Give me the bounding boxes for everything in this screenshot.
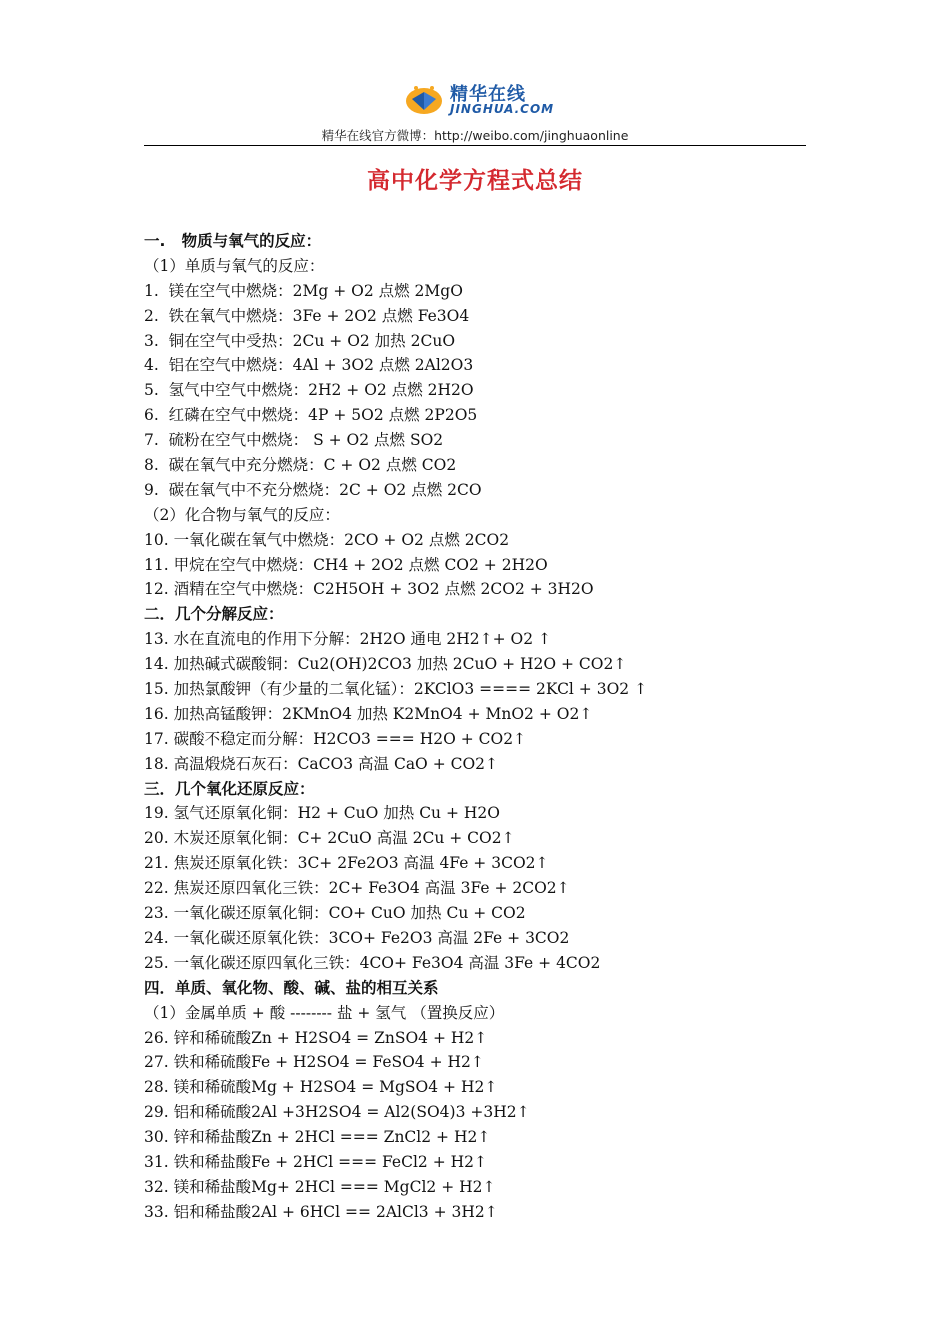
subsection-heading: （1）单质与氧气的反应： (144, 256, 325, 275)
equation-line: 33. 铝和稀盐酸2Al + 6HCl == 2AlCl3 + 3H2↑ (144, 1202, 498, 1221)
subsection-heading: （2）化合物与氧气的反应： (144, 505, 340, 524)
equation-list (144, 229, 844, 1225)
equation-line: 23. 一氧化碳还原氧化铜：CO+ CuO 加热 Cu + CO2 (144, 904, 526, 923)
section-heading: 四．单质、氧化物、酸、碱、盐的相互关系 (144, 978, 439, 997)
equation-line: 1. 镁在空气中燃烧：2Mg + O2 点燃 2MgO (144, 281, 463, 300)
equation-line: 11. 甲烷在空气中燃烧：CH4 + 2O2 点燃 CO2 + 2H2O (144, 555, 548, 574)
equation-line: 10. 一氧化碳在氧气中燃烧：2CO + O2 点燃 2CO2 (144, 530, 510, 549)
document-title: 高中化学方程式总结 (367, 168, 583, 194)
section-heading: 一. 物质与氧气的反应： (144, 232, 322, 250)
equation-line: 6. 红磷在空气中燃烧：4P + 5O2 点燃 2P2O5 (144, 406, 478, 425)
equation-line: 21. 焦炭还原氧化铁：3C+ 2Fe2O3 高温 4Fe + 3CO2↑ (144, 854, 549, 873)
equation-line: 7. 硫粉在空气中燃烧： S + O2 点燃 SO2 (144, 431, 444, 450)
equation-line: 14. 加热碱式碳酸铜：Cu2(OH)2CO3 加热 2CuO + H2O + CO2↑ (144, 655, 627, 674)
equation-line: 29. 铝和稀硫酸2Al +3H2SO4 = Al2(SO4)3 +3H2↑ (144, 1103, 530, 1122)
equation-line: 9. 碳在氧气中不充分燃烧：2C + O2 点燃 2CO (144, 480, 482, 499)
logo-english-text: JINGHUA.COM (450, 102, 555, 116)
equation-line: 16. 加热高锰酸钾：2KMnO4 加热 K2MnO4 + MnO2 + O2↑ (144, 704, 593, 723)
weibo-link-line[interactable]: 精华在线官方微博：http://weibo.com/jinghuaonline (321, 128, 629, 143)
header-divider (144, 145, 806, 146)
equation-line: 26. 锌和稀硫酸Zn + H2SO4 = ZnSO4 + H2↑ (144, 1028, 488, 1047)
section-heading: 三．几个氧化还原反应： (144, 779, 315, 798)
equation-line: 2. 铁在氧气中燃烧：3Fe + 2O2 点燃 Fe3O4 (144, 306, 470, 325)
equation-line: 8. 碳在氧气中充分燃烧：C + O2 点燃 CO2 (144, 456, 457, 475)
equation-line: 31. 铁和稀盐酸Fe + 2HCl === FeCl2 + H2↑ (144, 1152, 487, 1171)
equation-line: 13. 水在直流电的作用下分解：2H2O 通电 2H2↑+ O2 ↑ (144, 630, 552, 649)
logo-emblem-icon (404, 82, 444, 116)
equation-line: 3. 铜在空气中受热：2Cu + O2 加热 2CuO (144, 331, 456, 350)
equation-line: 19. 氢气还原氧化铜：H2 + CuO 加热 Cu + H2O (144, 804, 500, 823)
equation-line: 15. 加热氯酸钾（有少量的二氧化锰）：2KClO3 ==== 2KCl + 3O2 ↑ (144, 680, 648, 699)
equation-line: 32. 镁和稀盐酸Mg+ 2HCl === MgCl2 + H2↑ (144, 1177, 496, 1196)
subsection-heading: （1）金属单质 + 酸 -------- 盐 + 氢气 （置换反应） (144, 1003, 505, 1022)
equation-line: 24. 一氧化碳还原氧化铁：3CO+ Fe2O3 高温 2Fe + 3CO2 (144, 928, 570, 947)
equation-line: 4. 铝在空气中燃烧：4Al + 3O2 点燃 2Al2O3 (144, 356, 474, 375)
equation-line: 27. 铁和稀硫酸Fe + H2SO4 = FeSO4 + H2↑ (144, 1053, 484, 1072)
equation-line: 12. 酒精在空气中燃烧：C2H5OH + 3O2 点燃 2CO2 + 3H2O (144, 580, 594, 599)
equation-line: 30. 锌和稀盐酸Zn + 2HCl === ZnCl2 + H2↑ (144, 1128, 491, 1147)
equation-line: 28. 镁和稀硫酸Mg + H2SO4 = MgSO4 + H2↑ (144, 1078, 498, 1097)
equation-line: 18. 高温煅烧石灰石：CaCO3 高温 CaO + CO2↑ (144, 754, 499, 773)
logo-chinese-text: 精华在线 (450, 84, 526, 105)
equation-line: 25. 一氧化碳还原四氧化三铁：4CO+ Fe3O4 高温 3Fe + 4CO2 (144, 953, 601, 972)
equation-line: 17. 碳酸不稳定而分解：H2CO3 === H2O + CO2↑ (144, 729, 527, 748)
equation-line: 5. 氢气中空气中燃烧：2H2 + O2 点燃 2H2O (144, 381, 474, 400)
section-heading: 二．几个分解反应： (144, 605, 284, 624)
equation-line: 22. 焦炭还原四氧化三铁：2C+ Fe3O4 高温 3Fe + 2CO2↑ (144, 879, 570, 898)
equation-line: 20. 木炭还原氧化铜：C+ 2CuO 高温 2Cu + CO2↑ (144, 829, 515, 848)
site-logo[interactable] (404, 80, 554, 120)
